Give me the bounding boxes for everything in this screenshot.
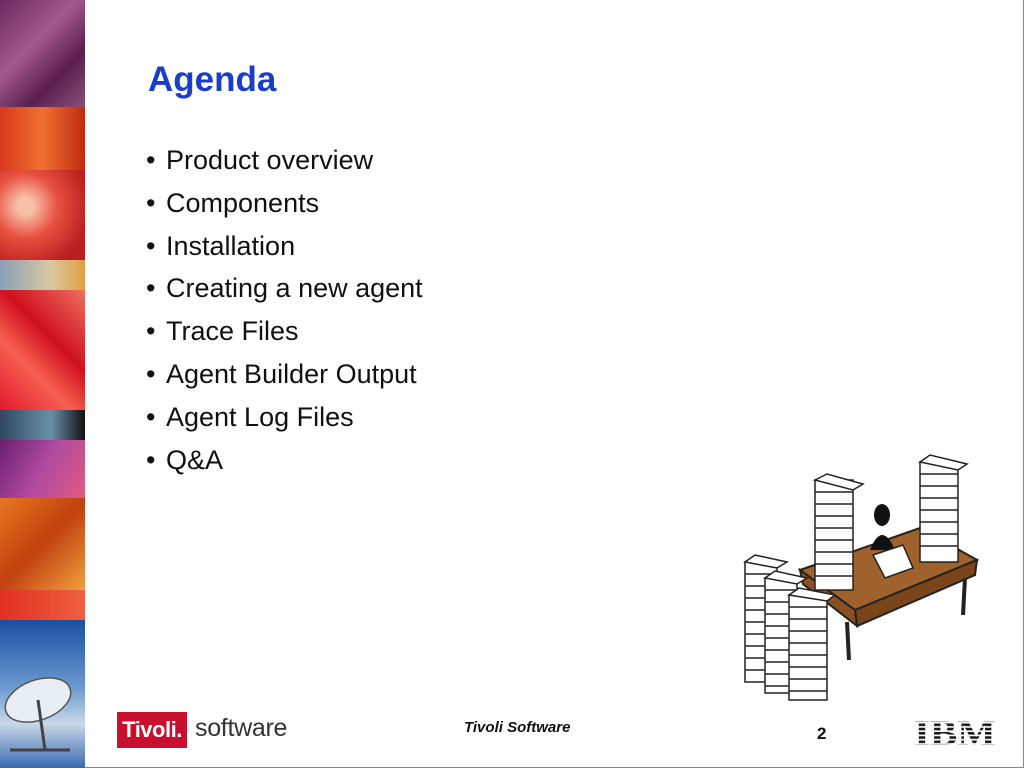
bullet-marker: •	[146, 316, 156, 347]
agenda-item-text: Agent Log Files	[166, 401, 354, 432]
agenda-item-text: Product overview	[166, 145, 374, 175]
agenda-item-text: Components	[166, 187, 320, 218]
agenda-item-text: Trace Files	[166, 316, 299, 347]
photo-collage-strip	[0, 0, 85, 768]
footer-title: Tivoli Software	[464, 719, 571, 736]
agenda-item	[146, 268, 423, 311]
slide-title: Agenda	[148, 60, 277, 99]
satellite-dish-icon	[0, 655, 85, 755]
office-worker-clipart	[735, 450, 985, 705]
bullet-marker: •	[146, 273, 156, 304]
bullet-marker: •	[146, 230, 156, 261]
ibm-logo	[913, 715, 997, 749]
agenda-item	[146, 440, 423, 483]
bullet-marker: •	[146, 401, 156, 432]
bullet-marker: •	[146, 145, 156, 175]
bullet-marker: •	[146, 187, 156, 218]
agenda-item	[146, 397, 423, 440]
agenda-item-text: Agent Builder Output	[166, 358, 417, 389]
agenda-item	[146, 183, 423, 226]
bullet-marker: •	[146, 444, 156, 475]
agenda-item	[146, 311, 423, 354]
tivoli-logo-box: Tivoli.	[117, 712, 187, 748]
page-number: 2	[817, 724, 827, 743]
agenda-item	[146, 226, 423, 269]
agenda-item	[146, 354, 423, 397]
agenda-item-text: Q&A	[166, 444, 224, 475]
agenda-item-text: Installation	[166, 230, 296, 261]
bullet-marker: •	[146, 358, 156, 389]
agenda-list	[146, 140, 423, 482]
agenda-item	[146, 140, 423, 183]
agenda-item-text: Creating a new agent	[166, 273, 423, 304]
tivoli-logo-word: software	[195, 714, 288, 742]
